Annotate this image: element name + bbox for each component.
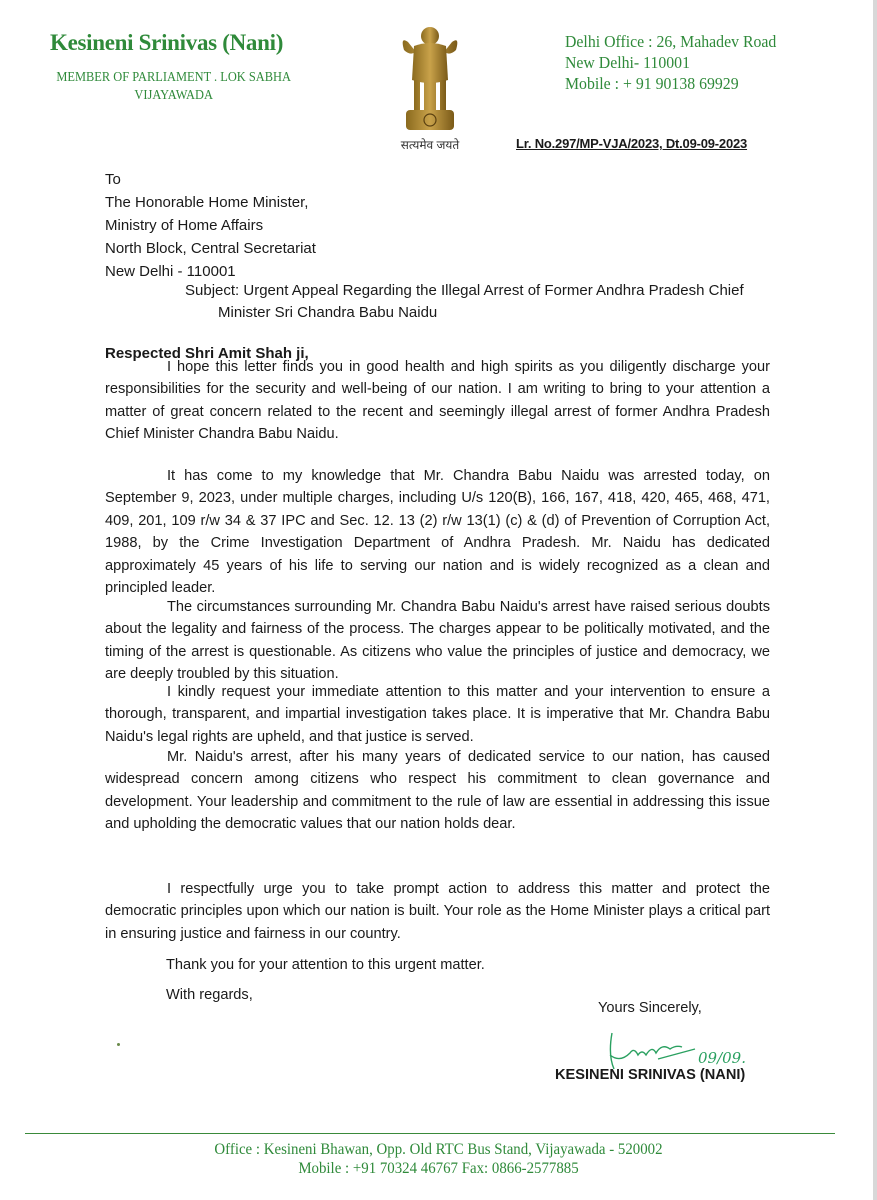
signature-date: 09/09. xyxy=(698,1049,746,1067)
recipient-line: Ministry of Home Affairs xyxy=(105,217,264,234)
recipient-block xyxy=(105,168,316,283)
constituency-line: VIJAYAWADA xyxy=(134,87,213,102)
subject-line: Minister Sri Chandra Babu Naidu xyxy=(218,304,438,321)
to-label: To xyxy=(105,171,121,188)
footer-contact: Mobile : +91 70324 46767 Fax: 0866-2577885 xyxy=(298,1160,579,1177)
closing: Yours Sincerely, xyxy=(598,1000,702,1016)
delhi-office-mobile: Mobile : + 91 90138 69929 xyxy=(565,74,739,93)
recipient-line: North Block, Central Secretariat xyxy=(105,240,316,257)
footer-divider xyxy=(25,1133,835,1134)
thanks-line: Thank you for your attention to this urgent matter. xyxy=(166,957,485,973)
delhi-office-line: New Delhi- 110001 xyxy=(565,53,690,72)
ink-speck xyxy=(117,1043,120,1046)
role-line: MEMBER OF PARLIAMENT . LOK SABHA xyxy=(56,69,291,84)
letterhead-name: Kesineni Srinivas (Nani) xyxy=(50,30,284,55)
footer-office: Office : Kesineni Bhawan, Opp. Old RTC Bus Stand, Vijayawada - 520002 xyxy=(214,1141,663,1158)
delhi-office-address xyxy=(565,31,776,94)
subject xyxy=(185,280,765,324)
signatory-name: KESINENI SRINIVAS (NANI) xyxy=(555,1067,746,1083)
national-emblem-icon xyxy=(390,22,470,134)
emblem-motto: सत्यमेव जयते xyxy=(400,138,460,152)
footer-address xyxy=(0,1140,877,1178)
subject-line: Subject: Urgent Appeal Regarding the Illegal Arrest of Former Andhra Pradesh Chief xyxy=(185,282,744,299)
salutation: Respected Shri Amit Shah ji, xyxy=(105,345,309,362)
body-paragraph: It has come to my knowledge that Mr. Chandra Babu Naidu was arrested today, on September 9, 2023, under multiple charges, including U/s 120(B), 166, 167, 418, 420, 465, 468, 471, 409, 201, 109 r/w 34 & 37 IPC and Sec. 12. 13 (2) r/w 13(1) (c) & (d) of Prevention of Corruption Act, 1988, by the Crime Investigation Department of Andhra Pradesh. Mr. Naidu has dedicated approximately 45 years of his life to serving our nation and is widely recognized as a clean and principled leader. xyxy=(105,468,770,597)
body-paragraph: I respectfully urge you to take prompt action to address this matter and protect the democratic principles upon which our nation is built. Your role as the Home Minister plays a critical part in ensuring justice and fairness in our country. xyxy=(105,881,770,942)
recipient-line: The Honorable Home Minister, xyxy=(105,194,309,211)
body-paragraph: I hope this letter finds you in good health and high spirits as you diligently discharge your responsibilities for the security and well-being of our nation. I am writing to bring to your attention a matter of great concern related to the recent and seemingly illegal arrest of former Andhra Pradesh Chief Minister Chandra Babu Naidu. xyxy=(105,359,770,443)
body-paragraph: I kindly request your immediate attention to this matter and your intervention to ensure a thorough, transparent, and impartial investigation takes place. It is imperative that Mr. Chandra Babu Naidu's legal rights are upheld, and that justice is served. xyxy=(105,684,770,745)
delhi-office-line: Delhi Office : 26, Mahadev Road xyxy=(565,32,777,51)
with-regards: With regards, xyxy=(166,987,253,1003)
page-edge xyxy=(873,0,877,1200)
letter-reference: Lr. No.297/MP-VJA/2023, Dt.09-09-2023 xyxy=(516,136,748,151)
recipient-line: New Delhi - 110001 xyxy=(105,263,236,280)
body-paragraph: Mr. Naidu's arrest, after his many years of dedicated service to our nation, has caused widespread concern among citizens who respect his commitment to clean governance and development. Your leadership and commitment to the rule of law are essential in addressing this issue and upholding the democratic values that our nation holds dear. xyxy=(105,749,770,833)
letterhead-role xyxy=(55,68,292,104)
body-paragraph: The circumstances surrounding Mr. Chandra Babu Naidu's arrest have raised serious doubts about the legality and fairness of the process. The charges appear to be politically motivated, and the timing of the arrest is questionable. As citizens who value the principles of justice and democracy, we are deeply troubled by this situation. xyxy=(105,599,770,683)
